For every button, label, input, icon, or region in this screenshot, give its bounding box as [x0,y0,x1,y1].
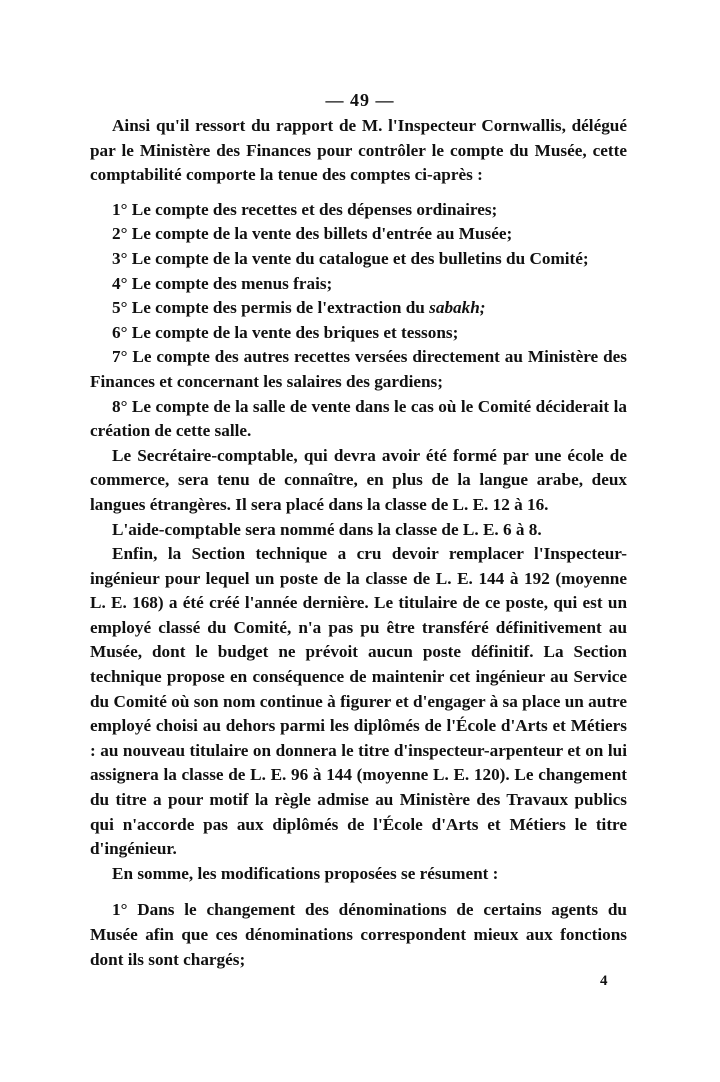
summary-paragraph: En somme, les modifications proposées se résument : [112,863,499,883]
account-item-7: 7° Le compte des autres recettes versées directement au Ministère des Finances et concernant les salaires des gardiens; [90,347,627,391]
account-item-5-text: 5° Le compte des permis de l'extraction du [112,298,430,318]
page-body [90,114,627,972]
account-item-8: 8° Le compte de la salle de vente dans le cas où le Comité déciderait la création de cette salle. [90,396,627,441]
account-item-6: 6° Le compte de la vente des briques et tessons; [112,322,459,342]
account-item-4: 4° Le compte des menus frais; [112,273,333,293]
intro-paragraph: Ainsi qu'il ressort du rapport de M. l'Inspecteur Cornwallis, délégué par le Ministère des Finances pour contrôler le compte du Musée, cette comptabilité comporte la tenue des comptes ci-après : [90,116,627,185]
account-item-5 [90,296,627,321]
account-item-2: 2° Le compte de la vente des billets d'entrée au Musée; [112,224,513,244]
account-item-1: 1° Le compte des recettes et des dépenses ordinaires; [112,199,498,219]
signature-mark: 4 [600,973,608,989]
technical-section-paragraph: Enfin, la Section technique a cru devoir remplacer l'Inspecteur-ingénieur pour lequel un poste de la classe de L. E. 144 à 192 (moyenne L. E. 168) a été créé l'année dernière. Le titulaire de ce poste, qui est un employé classé du Comité, n'a pas pu être transféré définitivement au Musée, dont le budget ne prévoit aucun poste définitif. La Section technique propose en conséquence de maintenir cet ingénieur au Service du Comité où son nom continue à figurer et d'engager à sa place un autre employé choisi au dehors parmi les diplômés de l'École d'Arts et Métiers : au nouveau titulaire on donnera le titre d'inspecteur-arpenteur et on lui assignera la classe de L. E. 96 à 144 (moyenne L. E. 120). Le changement du titre a pour motif la règle admise au Ministère des Travaux publics qui n'accorde pas aux diplômés de l'École d'Arts et Métiers le titre d'ingénieur. [90,544,627,859]
modification-item-1: 1° Dans le changement des dénominations de certains agents du Musée afin que ces dénominations correspondent mieux aux fonctions dont ils sont chargés; [90,900,627,969]
secretary-paragraph: Le Secrétaire-comptable, qui devra avoir été formé par une école de commerce, sera tenu de connaître, en plus de la langue arabe, deux langues étrangères. Il sera placé dans la classe de L. E. 12 à 16. [90,445,627,514]
page-number: — 49 — [325,90,395,110]
account-item-5-italic-term: sabakh; [429,298,486,318]
account-item-3: 3° Le compte de la vente du catalogue et des bulletins du Comité; [112,248,589,268]
assistant-paragraph: L'aide-comptable sera nommé dans la classe de L. E. 6 à 8. [112,519,542,539]
